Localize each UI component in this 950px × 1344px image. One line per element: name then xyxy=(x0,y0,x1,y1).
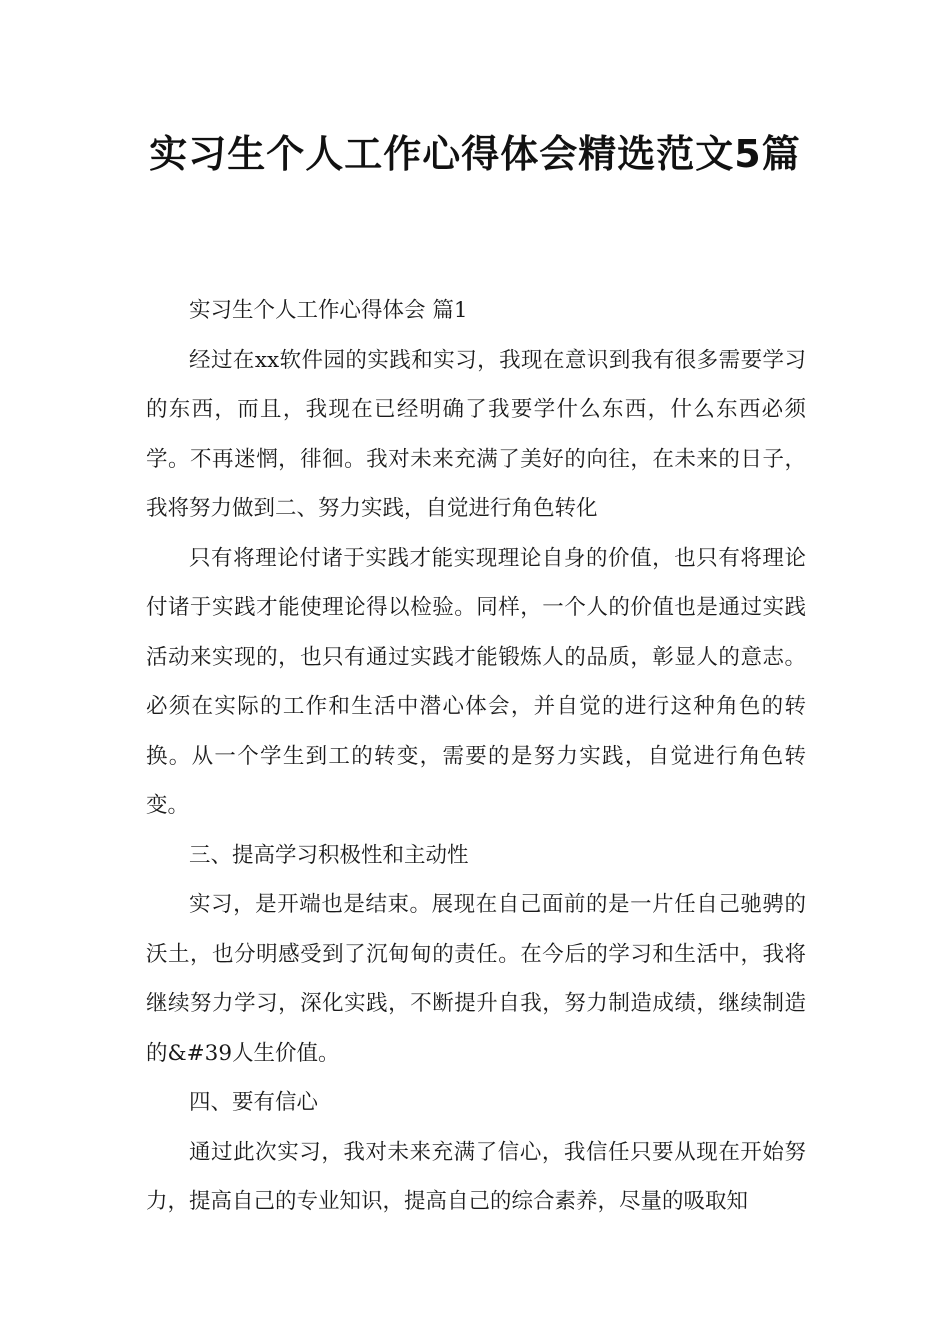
body-paragraph-4: 通过此次实习，我对未来充满了信心，我信任只要从现在开始努力，提高自己的专业知识，提高自己的综合素养，尽量的吸取知 xyxy=(146,1139,806,1214)
body-paragraph-1: 经过在xx软件园的实践和实习，我现在意识到我有很多需要学习的东西，而且，我现在已经明确了我要学什么东西，什么东西必须学。不再迷惘，徘徊。我对未来充满了美好的向往，在未来的日子，我将努力做到二、努力实践，自觉进行角色转化 xyxy=(146,347,806,521)
document-title: 实习生个人工作心得体会精选范文5篇 xyxy=(149,132,801,176)
section-heading-1: 实习生个人工作心得体会 篇1 xyxy=(189,298,468,323)
body-paragraph-2: 只有将理论付诸于实践才能实现理论自身的价值，也只有将理论付诸于实践才能使理论得以检验。同样，一个人的价值也是通过实践活动来实现的，也只有通过实践才能锻炼人的品质，彰显人的意志。必须在实际的工作和生活中潜心体会，并自觉的进行这种角色的转换。从一个学生到工的转变，需要的是努力实践，自觉进行角色转变。 xyxy=(146,545,806,818)
section-heading-3: 三、提高学习积极性和主动性 xyxy=(189,842,469,868)
document-body xyxy=(146,286,806,1227)
section-heading-4: 四、要有信心 xyxy=(189,1090,319,1115)
body-paragraph-3: 实习，是开端也是结束。展现在自己面前的是一片任自己驰骋的沃土，也分明感受到了沉甸甸的责任。在今后的学习和生活中，我将继续努力学习，深化实践，不断提升自我，努力制造成绩，继续制造的&#39人生价值。 xyxy=(146,892,806,1066)
